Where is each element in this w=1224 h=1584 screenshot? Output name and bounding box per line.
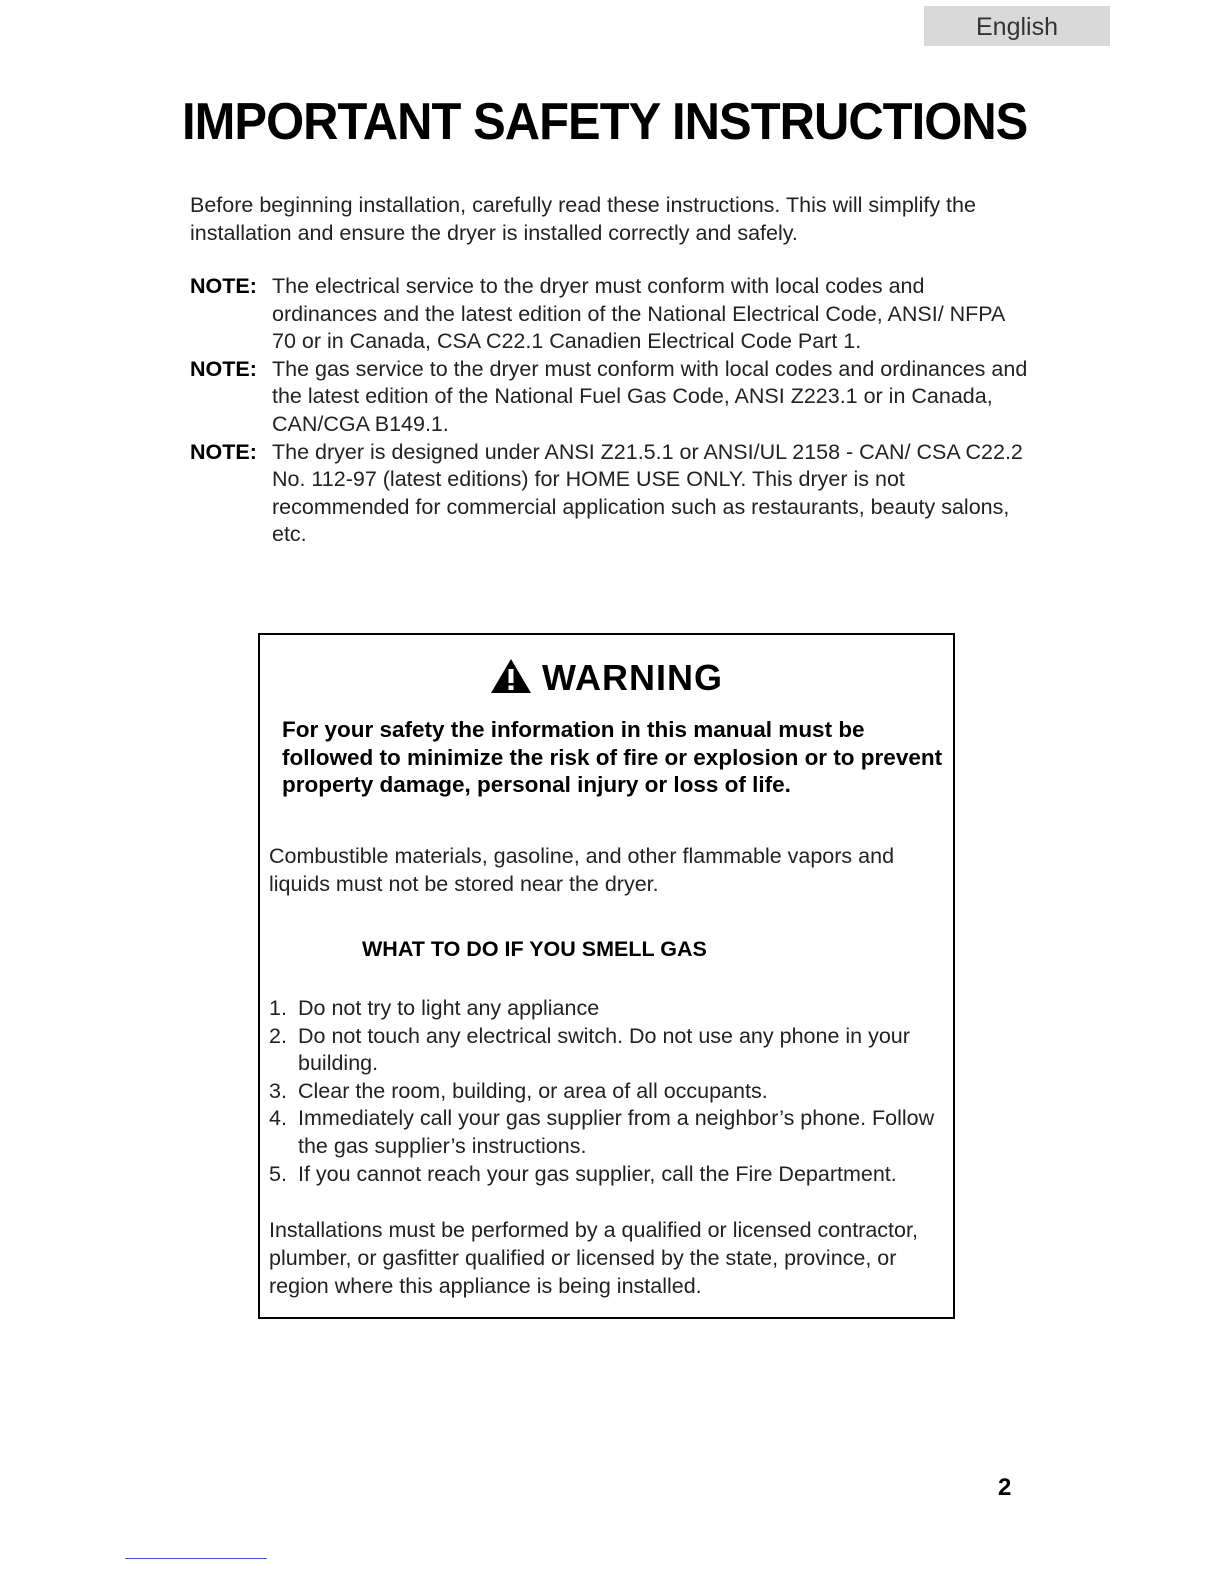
step-text: If you cannot reach your gas supplier, call the Fire Department.	[298, 1161, 897, 1186]
note-label: NOTE:	[190, 439, 257, 464]
language-tab[interactable]: English	[924, 6, 1110, 46]
note-text: The dryer is designed under ANSI Z21.5.1 or ANSI/UL 2158 - CAN/ CSA C22.2 No. 112-97 (latest editions) for HOME USE ONLY. This dryer is not recommended for commercial application such as restaurants, beauty salons, etc.	[272, 439, 1023, 547]
step-number: 3.	[269, 1078, 287, 1103]
step-number: 5.	[269, 1161, 287, 1186]
gas-steps-list	[269, 995, 949, 1188]
warning-heading-text: WARNING	[542, 657, 723, 698]
list-item	[269, 1023, 949, 1078]
note-label: NOTE:	[190, 274, 257, 298]
combustible-text: Combustible materials, gasoline, and other flammable vapors and liquids must not be stored near the dryer.	[269, 844, 895, 896]
list-item	[269, 995, 949, 1023]
note-gas	[190, 356, 1030, 439]
note-electrical	[190, 273, 1030, 356]
warning-safety-text: For your safety the information in this manual must be followed to minimize the risk of fire or explosion or to prevent property damage, personal injury or loss of life.	[282, 717, 943, 798]
step-number: 1.	[269, 996, 287, 1020]
page-number: 2	[998, 1474, 1012, 1501]
notes-list	[190, 273, 1030, 549]
note-label: NOTE:	[190, 356, 257, 381]
footer-rule	[125, 1558, 267, 1559]
page-title: IMPORTANT SAFETY INSTRUCTIONS	[182, 93, 1028, 151]
note-home-use	[190, 439, 1030, 549]
note-text: The electrical service to the dryer must conform with local codes and ordinances and the latest edition of the National Electrical Code, ANSI/ NFPA 70 or in Canada, CSA C22.1 Canadien Electrical Code Part 1.	[272, 274, 1005, 354]
list-item	[269, 1161, 949, 1189]
gas-heading: WHAT TO DO IF YOU SMELL GAS	[362, 937, 707, 961]
step-text: Clear the room, building, or area of all occupants.	[298, 1078, 768, 1103]
installation-text: Installations must be performed by a qualified or licensed contractor, plumber, or gasfitter qualified or licensed by the state, province, or region where this appliance is being installed.	[269, 1218, 918, 1298]
warning-heading	[260, 657, 953, 699]
list-item	[269, 1078, 949, 1106]
step-text: Do not try to light any appliance	[298, 996, 600, 1020]
step-number: 2.	[269, 1023, 287, 1048]
step-number: 4.	[269, 1106, 287, 1131]
warning-triangle-icon	[490, 658, 532, 694]
warning-box	[258, 633, 955, 1319]
step-text: Do not touch any electrical switch. Do not use any phone in your building.	[298, 1023, 910, 1076]
step-text: Immediately call your gas supplier from a neighbor’s phone. Follow the gas supplier’s instructions.	[298, 1106, 935, 1158]
intro-paragraph: Before beginning installation, carefully read these instructions. This will simplify the installation and ensure the dryer is installed correctly and safely.	[190, 193, 976, 245]
note-text: The gas service to the dryer must conform with local codes and ordinances and the latest edition of the National Fuel Gas Code, ANSI Z223.1 or in Canada, CAN/CGA B149.1.	[272, 356, 1028, 436]
list-item	[269, 1105, 949, 1160]
